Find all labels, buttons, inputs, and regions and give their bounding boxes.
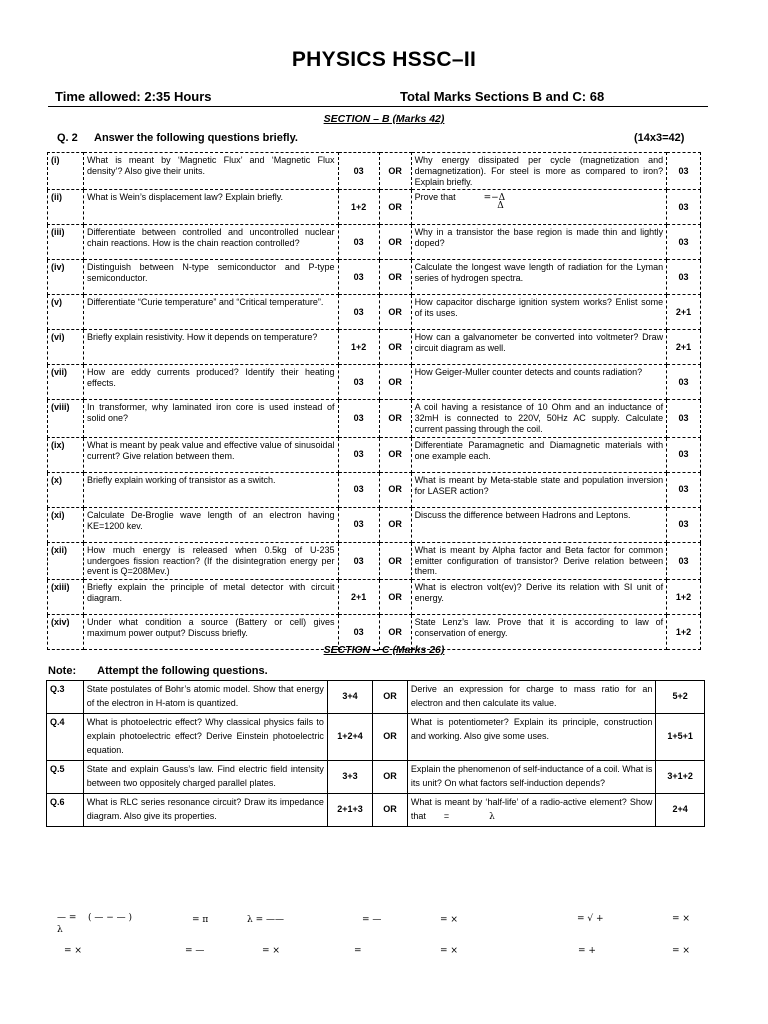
alternate-question-marks: 2+1 [667,330,701,365]
alternate-question-text [407,713,655,760]
alternate-question-text [411,330,667,365]
formula-fragment: = + [578,946,596,956]
section-c-table [46,680,705,827]
formula-fragment: = × [672,914,690,924]
question-row [48,225,701,260]
question-marks: 03 [338,437,379,472]
alternate-question-label: Why energy dissipated per cycle (magnetization and demagnetization). For steel is more as compared to iron? Explain briefly. [414,155,664,187]
section-c-heading: SECTION – C (Marks 26) [323,644,445,656]
alternate-question-marks: 03 [667,437,701,472]
alternate-question-text [411,542,667,579]
or-label: OR [379,472,411,507]
question-marks: 03 [338,615,379,650]
question-text: Briefly explain the principle of metal detector with circuit diagram. [83,580,338,615]
question-number: (xiii) [48,580,84,615]
or-label: OR [373,713,408,760]
question-text: What is Wein’s displacement law? Explain briefly. [83,190,338,225]
note-label: Note: [48,665,77,677]
note [48,665,268,677]
alternate-question-label: Discuss the difference between Hadrons and Leptons. [414,509,631,520]
alternate-question-label: What is meant by ‘half-life’ of a radio-active element? Show that [410,796,653,821]
question-marks: 3+3 [327,760,372,793]
alternate-question-marks: 2+1 [667,295,701,330]
alternate-question-marks: 2+4 [656,793,705,827]
alternate-question-label: How Geiger-Muller counter detects and counts radiation? [414,367,643,378]
alternate-question-text [411,190,667,225]
question-marks: 03 [338,365,379,400]
alternate-question-marks: 5+2 [656,681,705,714]
or-label: OR [379,225,411,260]
question-text: What is RLC series resonance circuit? Draw its impedance diagram. Also give its properties. [83,793,327,827]
alternate-question-label: Calculate the longest wave length of radiation for the Lyman series of hydrogen spectra. [414,262,664,284]
formula-fragment: λ = —— [247,915,284,925]
question-number: (ix) [48,437,84,472]
question-text: Briefly explain resistivity. How it depends on temperature? [83,330,338,365]
alternate-question-label: Explain the phenomenon of self-inductance of a coil. What is its unit? On what factors self-induction depends? [410,763,653,788]
alternate-question-marks: 1+2 [667,580,701,615]
question-number: (i) [48,153,84,190]
question-text: Distinguish between N-type semiconductor and P-type semiconductor. [83,260,338,295]
formula-fragment: λ [57,925,63,935]
or-label: OR [373,793,408,827]
alternate-question-text [411,365,667,400]
alternate-question-text [411,507,667,542]
question-text: How are eddy currents produced? Identify their heating effects. [83,365,338,400]
alternate-question-label: Differentiate Paramagnetic and Diamagnetic materials with one example each. [414,439,664,461]
question-row [48,260,701,295]
question-row [47,681,705,714]
question-text: Calculate De-Broglie wave length of an electron having KE=1200 kev. [83,507,338,542]
question-marks: 03 [338,472,379,507]
formula-fragment: = × [64,946,82,956]
alternate-question-label: Derive an expression for charge to mass ratio for an electron and then calculate its value. [410,684,653,708]
alternate-question-marks: 03 [667,365,701,400]
question-number: (xii) [48,542,84,579]
alternate-question-text [407,760,655,793]
question-number: (iii) [48,225,84,260]
alternate-question-text [407,681,655,714]
note-text: Attempt the following questions. [97,665,268,677]
question-marks: 03 [338,507,379,542]
or-label: OR [379,400,411,437]
formula-fragment: λ [489,811,495,822]
formula-fragment: ( — − — ) [88,913,133,923]
alternate-question-text [411,472,667,507]
alternate-question-text [411,153,667,190]
alternate-question-marks: 1+2 [667,615,701,650]
question-row [48,437,701,472]
question-row [48,295,701,330]
or-label: OR [379,295,411,330]
header-rule [48,106,708,107]
page-title: PHYSICS HSSC–II [291,48,477,71]
alternate-question-marks: 03 [667,507,701,542]
or-label: OR [373,681,408,714]
alternate-question-marks: 1+5+1 [656,713,705,760]
alternate-question-marks: 03 [667,472,701,507]
question-text: State and explain Gauss’s law. Find electric field intensity between two oppositely charged parallel plates. [83,760,327,793]
question-text: What is photoelectric effect? Why classical physics fails to explain photoelectric effect? Derive Einstein photoelectric equation. [83,713,327,760]
or-label: OR [379,580,411,615]
or-label: OR [373,760,408,793]
question-text: State postulates of Bohr’s atomic model. Show that energy of the electron in H-atom is quantized. [83,681,327,714]
q2-marks: (14x3=42) [634,132,685,144]
formula-fragment: = — [185,946,205,956]
question-row [47,793,705,827]
alternate-question-marks: 03 [667,190,701,225]
alternate-question-label: Prove that [414,192,456,203]
question-text: Under what condition a source (Battery or cell) gives maximum power output? Discuss briefly. [83,615,338,650]
question-row [48,365,701,400]
alternate-question-text [411,295,667,330]
or-label: OR [379,190,411,225]
alternate-question-marks: 03 [667,225,701,260]
alternate-question-text [407,793,655,827]
question-marks: 03 [338,542,379,579]
question-marks: 3+4 [327,681,372,714]
question-row [48,542,701,579]
question-row [48,580,701,615]
question-number: Q.4 [47,713,84,760]
question-marks: 03 [338,295,379,330]
or-label: OR [379,365,411,400]
question-row [48,190,701,225]
or-label: OR [379,330,411,365]
or-label: OR [379,542,411,579]
alternate-question-label: What is meant by Alpha factor and Beta factor for common emitter configuration of transistor? Derive relation between them. [414,544,664,577]
q2-instruction: Answer the following questions briefly. [94,132,298,144]
alternate-question-label: How can a galvanometer be converted into voltmeter? Draw circuit diagram as well. [414,332,664,354]
or-label: OR [379,507,411,542]
question-row [48,153,701,190]
question-marks: 03 [338,400,379,437]
question-text: How much energy is released when 0.5kg of U-235 undergoes fission reaction? (If the disintegration energy per event is Q=208Mev.) [83,542,338,579]
question-number: Q.3 [47,681,84,714]
formula-fragment: = × [262,946,280,956]
alternate-question-text [411,260,667,295]
alternate-question-marks: 03 [667,260,701,295]
or-label: OR [379,437,411,472]
section-b-heading: SECTION – B (Marks 42) [323,113,445,125]
question-text: Differentiate between controlled and uncontrolled nuclear chain reactions. How is the chain reaction controlled? [83,225,338,260]
question-row [47,713,705,760]
question-text: Differentiate “Curie temperature” and “Critical temperature”. [83,295,338,330]
alternate-question-label: What is electron volt(ev)? Derive its relation with SI unit of energy. [414,582,664,603]
question-number: (vii) [48,365,84,400]
alternate-question-label: What is meant by Meta-stable state and population inversion for LASER action? [414,474,664,496]
question-number: (viii) [48,400,84,437]
formula-fragment: =−Δ [483,193,506,204]
question-row [47,760,705,793]
question-text: In transformer, why laminated iron core is used instead of solid one? [83,400,338,437]
formula-fragment: = — [362,915,382,925]
alternate-question-text [411,225,667,260]
or-label: OR [379,153,411,190]
alternate-question-marks: 03 [667,153,701,190]
alternate-question-label: How capacitor discharge ignition system works? Enlist some of its uses. [414,297,664,319]
question-marks: 2+1 [338,580,379,615]
formula-fragment: = × [440,915,458,925]
question-number: (xiv) [48,615,84,650]
question-number: (ii) [48,190,84,225]
question-number: (vi) [48,330,84,365]
formula-fragment: = [354,946,362,956]
question-marks: 1+2 [338,190,379,225]
question-number: (iv) [48,260,84,295]
question-number: Q.6 [47,793,84,827]
alternate-question-marks: 03 [667,542,701,579]
alternate-question-marks: 3+1+2 [656,760,705,793]
question-marks: 03 [338,260,379,295]
question-number: Q.5 [47,760,84,793]
question-text: What is meant by ‘Magnetic Flux’ and ‘Magnetic Flux density’? Also give their units. [83,153,338,190]
alternate-question-label: A coil having a resistance of 10 Ohm and an inductance of 32mH is connected to 220V, 50Hz AC supply. Calculate current passing through the coil. [414,402,664,434]
question-marks: 1+2 [338,330,379,365]
question-number: (x) [48,472,84,507]
question-marks: 2+1+3 [327,793,372,827]
question-marks: 03 [338,225,379,260]
question-marks: 1+2+4 [327,713,372,760]
time-allowed: Time allowed: 2:35 Hours [55,89,212,104]
question-row [48,330,701,365]
question-text: What is meant by peak value and effective value of sinusoidal current? Give relation between them. [83,437,338,472]
alternate-question-label: Why in a transistor the base region is made thin and lightly doped? [414,227,664,249]
question-row [48,472,701,507]
formula-fragment: = × [440,946,458,956]
question-row [48,507,701,542]
formula-fragment: = × [672,946,690,956]
alternate-question-text [411,580,667,615]
formula-fragment: Δ [497,201,504,212]
alternate-question-text [411,400,667,437]
total-marks: Total Marks Sections B and C: 68 [400,89,605,104]
alternate-question-text [411,437,667,472]
question-row [48,400,701,437]
question-marks: 03 [338,153,379,190]
formula-fragment: = π [192,915,209,925]
question-text: Briefly explain working of transistor as a switch. [83,472,338,507]
question-number: (v) [48,295,84,330]
formula-fragment: = [443,810,450,821]
question-number: (xi) [48,507,84,542]
formula-fragment: = √ + [577,914,604,924]
or-label: OR [379,615,411,650]
alternate-question-label: What is potentiometer? Explain its principle, construction and working. Also give some uses. [410,716,653,741]
or-label: OR [379,260,411,295]
formula-fragment: — = [57,913,77,923]
alternate-question-marks: 03 [667,400,701,437]
section-b-table [47,152,701,650]
q2-label: Q. 2 [57,132,78,144]
alternate-question-label: State Lenz’s law. Prove that it is according to law of conservation of energy. [414,617,664,638]
